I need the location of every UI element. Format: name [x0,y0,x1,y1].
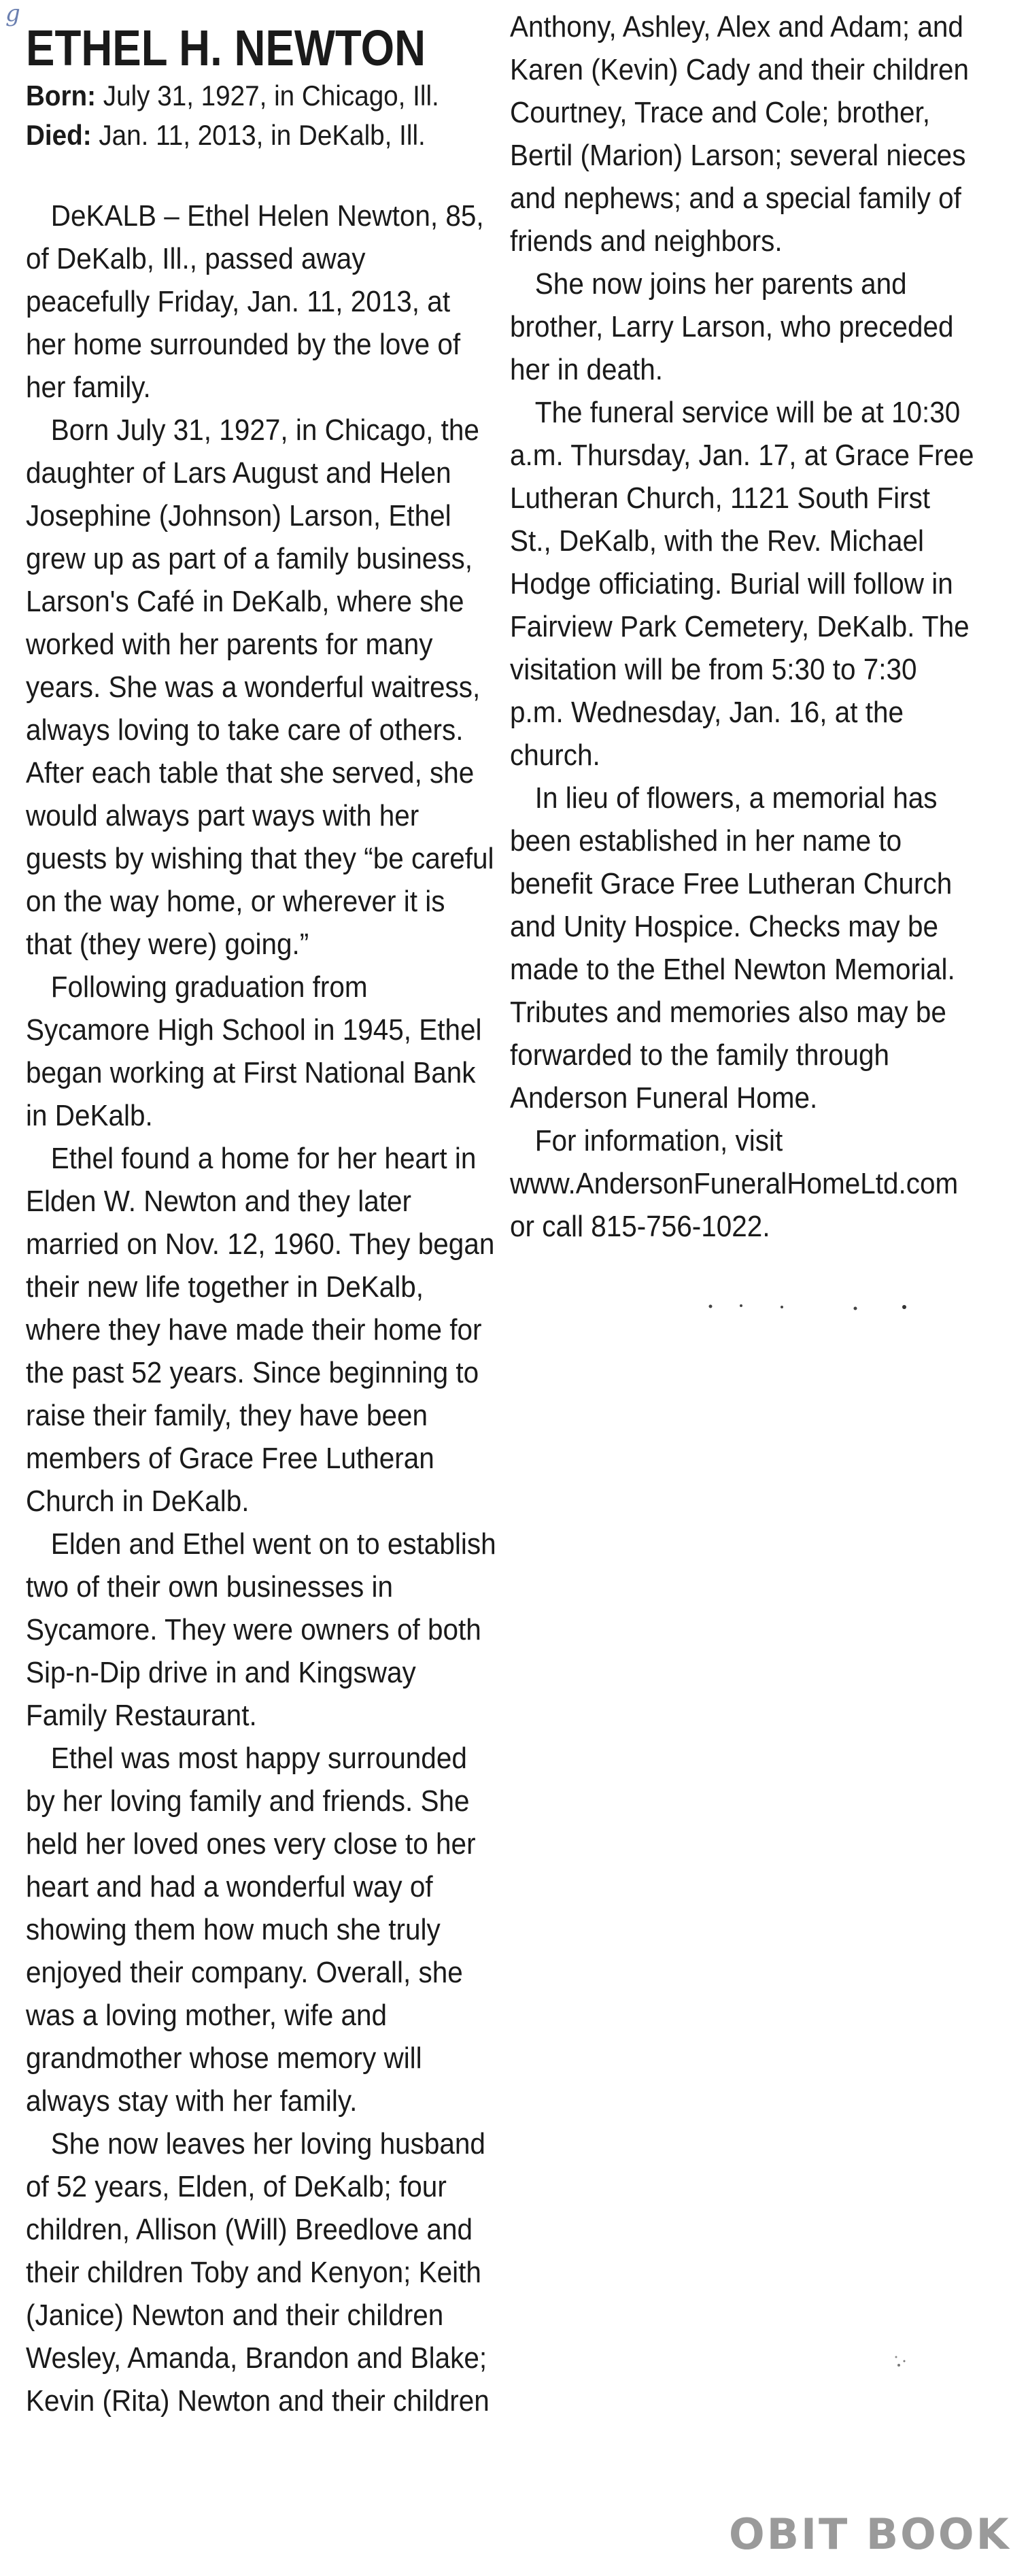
left-column-body [26,194,496,2422]
born-label: Born: [26,80,97,112]
paragraph-marriage: Ethel found a home for her heart in Elden W. Newton and they later married on Nov. 12, 1960. They began their new life together in DeKalb, where they have made their home for the past 52 years. Since beginning to raise their family, they have been members of Grace Free Lutheran Church in DeKalb. [26,1142,495,1518]
obituary-title: ETHEL H. NEWTON [26,20,426,76]
paragraph-family-life: Ethel was most happy surrounded by her loving family and friends. She held her loved ones very close to her heart and had a wonderful way of showing them how much she truly enjoyed their company. Overall, she was a loving mother, wife and grandmother whose memory will always stay with her family. [26,1742,476,2118]
paragraph-preceded: She now joins her parents and brother, Larry Larson, who preceded her in death. [510,267,954,386]
paragraph-information: For information, visit www.AndersonFuneralHomeLtd.com or call 815-756-1022. [510,1124,959,1243]
obituary-right-column [510,0,979,1248]
scan-pen-mark: g [5,0,20,27]
right-column-body [510,5,978,1248]
paragraph-survivors-continued: Anthony, Ashley, Alex and Adam; and Karen (Kevin) Cady and their children Courtney, Trace and Cole; brother, Bertil (Marion) Larson; several nieces and nephews; and a special family of friends and neighbors. [510,10,970,258]
paragraph-survivors: She now leaves her loving husband of 52 years, Elden, of DeKalb; four children, Allison (Will) Breedlove and their children Toby and Kenyon; Keith (Janice) Newton and their children Wesley, Amanda, Brandon and Blake; Kevin (Rita) Newton and their children [26,2127,490,2418]
obit-book-stamp: OBIT BOOK [729,2509,1011,2559]
died-value: Jan. 11, 2013, in DeKalb, Ill. [99,119,426,151]
paragraph-businesses: Elden and Ethel went on to establish two of their own businesses in Sycamore. They were owners of both Sip-n-Dip drive in and Kingsway Family Restaurant. [26,1527,496,1732]
paragraph-early-life: Born July 31, 1927, in Chicago, the daughter of Lars August and Helen Josephine (Johnson) Larson, Ethel grew up as part of a family business, Larson's Café in DeKalb, where she worked with her parents for many years. She was a wonderful waitress, always loving to take care of others. After each table that she served, she would always part ways with her guests by wishing that they “be careful on the way home, or wherever it is that (they were) going.” [26,413,494,961]
paragraph-memorials: In lieu of flowers, a memorial has been established in her name to benefit Grace Free Lutheran Church and Unity Hospice. Checks may be made to the Ethel Newton Memorial. Tributes and memories also may be forwarded to the family through Anderson Funeral Home. [510,781,955,1115]
paragraph-education: Following graduation from Sycamore High School in 1945, Ethel began working at First National Bank in DeKalb. [26,970,482,1132]
paragraph-services: The funeral service will be at 10:30 a.m. Thursday, Jan. 17, at Grace Free Lutheran Church, 1121 South First St., DeKalb, with the Rev. Michael Hodge officiating. Burial will follow in Fairview Park Cemetery, DeKalb. The visitation will be from 5:30 to 7:30 p.m. Wednesday, Jan. 16, at the church. [510,396,974,772]
obituary-left-column [26,0,502,2422]
died-line [26,116,464,155]
died-label: Died: [26,119,92,151]
born-value: July 31, 1927, in Chicago, Ill. [103,80,439,112]
paragraph-intro: DeKALB – Ethel Helen Newton, 85, of DeKalb, Ill., passed away peacefully Friday, Jan. 11, 2013, at her home surrounded by the love of her family. [26,199,484,404]
born-line [26,76,464,116]
